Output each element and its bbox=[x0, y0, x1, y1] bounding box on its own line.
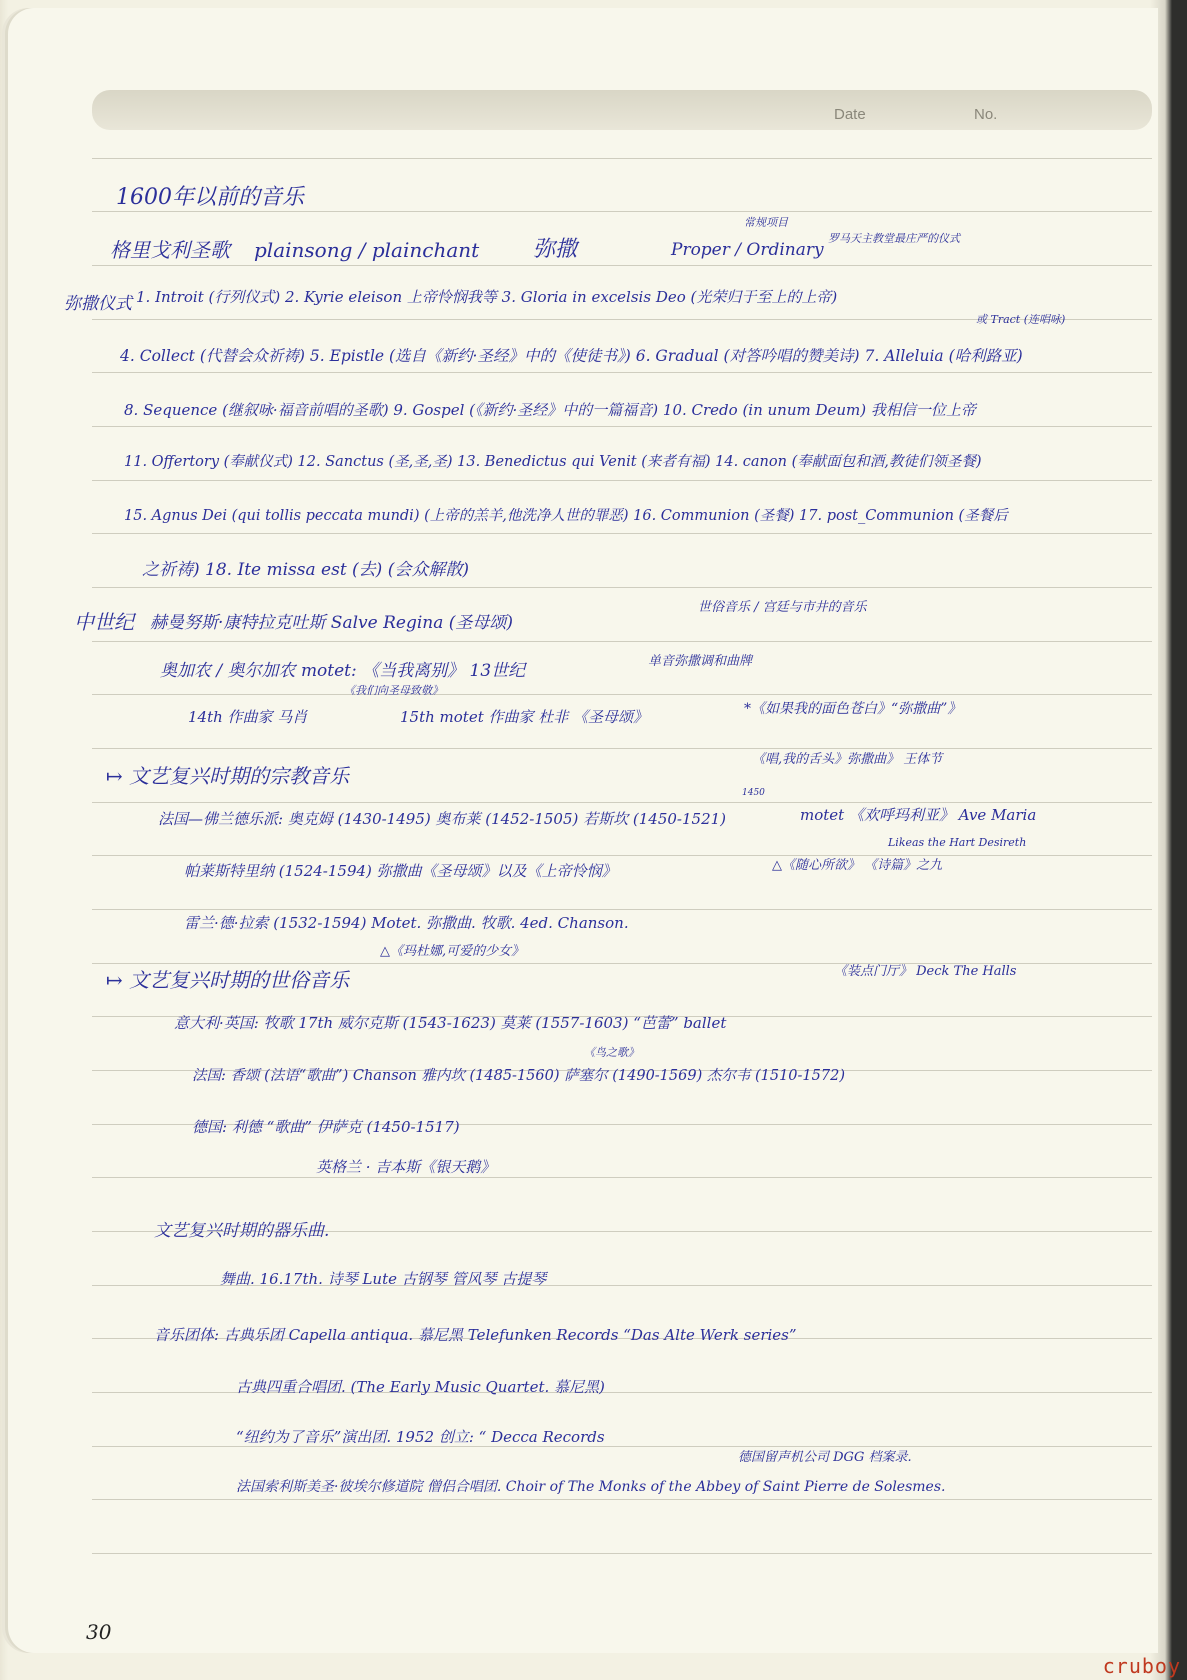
note-mass-item-18: 之祈祷) 18. Ite missa est (去) (会众解散) bbox=[142, 560, 469, 580]
note-ensembles: 音乐团体: 古典乐团 Capella antiqua. 慕尼黑 Telefunken Records “Das Alte Werk series” bbox=[154, 1326, 797, 1344]
note-sicut-cervus: △《随心所欲》 《诗篇》之九 bbox=[772, 858, 943, 873]
page-title: 1600年以前的音乐 bbox=[116, 185, 304, 210]
note-deck-the-halls: 《装点门厅》 Deck The Halls bbox=[834, 964, 1017, 979]
note-mass-ritual-label: 弥撒仪式 bbox=[64, 294, 132, 314]
note-mass-items-1-3: 1. Introit (行列仪式) 2. Kyrie eleison 上帝怜悯我等 3. Gloria in excelsis Deo (光荣归于至上的上帝) bbox=[136, 288, 838, 306]
note-middle-ages: 中世纪 bbox=[74, 610, 134, 634]
note-secular-music: 世俗音乐 / 宫廷与市井的音乐 bbox=[698, 600, 867, 615]
note-1450-annotation: 1450 bbox=[742, 788, 765, 798]
watermark: cruboy bbox=[1102, 1654, 1181, 1678]
note-ordinary-annotation: 常规项目 bbox=[744, 216, 788, 229]
note-dufay: 15th motet 作曲家 杜非 《圣母颂》 bbox=[400, 708, 649, 726]
note-dgg-annotation: 德国留声机公司 DGG 档案录. bbox=[738, 1450, 912, 1465]
note-machaut: 14th 作曲家 马肖 bbox=[188, 708, 308, 726]
note-mass-items-11-14: 11. Offertory (奉献仪式) 12. Sanctus (圣,圣,圣) 13. Benedictus qui Venit (来者有福) 14. canon (奉献面包和酒,教徒们领圣餐) bbox=[124, 454, 982, 470]
note-organum-motet: 奥加农 / 奥尔加农 motet: 《当我离别》 13世纪 bbox=[160, 661, 526, 681]
date-label: Date bbox=[834, 106, 866, 123]
note-mass-items-8-10: 8. Sequence (继叙咏·福音前唱的圣歌) 9. Gospel (《新约·圣经》中的一篇福音) 10. Credo (in unum Deum) 我相信一位上帝 bbox=[124, 401, 976, 419]
note-renaissance-secular-heading: ↦ 文艺复兴时期的世俗音乐 bbox=[106, 968, 350, 992]
note-renaissance-sacred-heading: ↦ 文艺复兴时期的宗教音乐 bbox=[106, 764, 350, 788]
note-birdsong-annotation: 《鸟之歌》 bbox=[584, 1046, 639, 1059]
note-instrumental-heading: 文艺复兴时期的器乐曲. bbox=[154, 1221, 330, 1241]
note-franco-flemish: 法国—佛兰德乐派: 奥克姆 (1430-1495) 奥布莱 (1452-1505) 若斯坎 (1450-1521) bbox=[158, 810, 727, 828]
note-lassus: 雷兰·德·拉索 (1532-1594) Motet. 弥撒曲. 牧歌. 4ed. Chanson. bbox=[184, 914, 629, 932]
page-number: 30 bbox=[86, 1620, 112, 1644]
note-matona-annotation: △《玛杜娜,可爱的少女》 bbox=[380, 944, 525, 959]
note-dance-instruments: 舞曲. 16.17th. 诗琴 Lute 古钢琴 管风琴 古提琴 bbox=[220, 1270, 547, 1288]
note-palestrina: 帕莱斯特里纳 (1524-1594) 弥撒曲《圣母颂》以及《上帝怜悯》 bbox=[184, 862, 617, 880]
note-madrigal: 意大利·英国: 牧歌 17th 威尔克斯 (1543-1623) 莫莱 (1557-1603) “芭蕾” ballet bbox=[174, 1014, 727, 1032]
notebook-page bbox=[8, 8, 1158, 1653]
note-salve-regina: 赫曼努斯·康特拉克吐斯 Salve Regina (圣母颂) bbox=[150, 613, 514, 633]
note-lied: 德国: 利德 “歌曲” 伊萨克 (1450-1517) bbox=[192, 1118, 460, 1136]
note-new-york-pro-musica: “纽约为了音乐”演出团. 1952 创立: “ Decca Records bbox=[236, 1428, 605, 1446]
note-ave-maria: motet 《欢呼玛利亚》 Ave Maria bbox=[800, 806, 1037, 824]
note-mass-description: 罗马天主教堂最庄严的仪式 bbox=[828, 232, 960, 245]
note-proper-ordinary: Proper / Ordinary bbox=[671, 240, 824, 260]
note-likeas-the-hart: Likeas the Hart Desireth bbox=[888, 836, 1027, 849]
note-gregorian-chant: 格里戈利圣歌 bbox=[110, 238, 230, 262]
note-monophonic: 单音弥撒调和曲牌 bbox=[648, 654, 753, 669]
note-mass-items-15-17: 15. Agnus Dei (qui tollis peccata mundi) (上帝的羔羊,他洗净人世的罪恶) 16. Communion (圣餐) 17. post_Communion (圣餐后 bbox=[124, 508, 1008, 524]
note-pange-lingua-annotation: 《唱,我的舌头》弥撒曲》 王体节 bbox=[752, 752, 943, 767]
note-mass-items-4-7: 4. Collect (代替会众祈祷) 5. Epistle (选自《新约·圣经》中的《使徒书》) 6. Gradual (对答吟唱的赞美诗) 7. Alleluia (哈利路亚) bbox=[120, 347, 1023, 365]
note-plainsong: plainsong / plainchant bbox=[254, 238, 480, 262]
note-early-music-quartet: 古典四重合唱团. (The Early Music Quartet. 慕尼黑) bbox=[236, 1378, 605, 1396]
note-mass: 弥撒 bbox=[533, 237, 578, 262]
note-chanson: 法国: 香颂 (法语“歌曲”) Chanson 雅内坎 (1485-1560) 萨塞尔 (1490-1569) 杰尔韦 (1510-1572) bbox=[192, 1068, 845, 1084]
note-tract-annotation: 或 Tract (连唱咏) bbox=[976, 313, 1066, 326]
page-header-bar bbox=[92, 90, 1152, 130]
note-se-la-face-ay-pale: *《如果我的面色苍白》“弥撒曲”》 bbox=[744, 701, 962, 717]
note-hail-virgin-annotation: 《我们向圣母致敬》 bbox=[344, 684, 443, 697]
number-label: No. bbox=[974, 106, 998, 123]
note-solesmes-choir: 法国索利斯美圣·彼埃尔修道院 僧侣合唱团. Choir of The Monks of the Abbey of Saint Pierre de Solesmes. bbox=[236, 1479, 946, 1495]
note-gibbons: 英格兰 · 吉本斯《银天鹅》 bbox=[316, 1158, 496, 1176]
